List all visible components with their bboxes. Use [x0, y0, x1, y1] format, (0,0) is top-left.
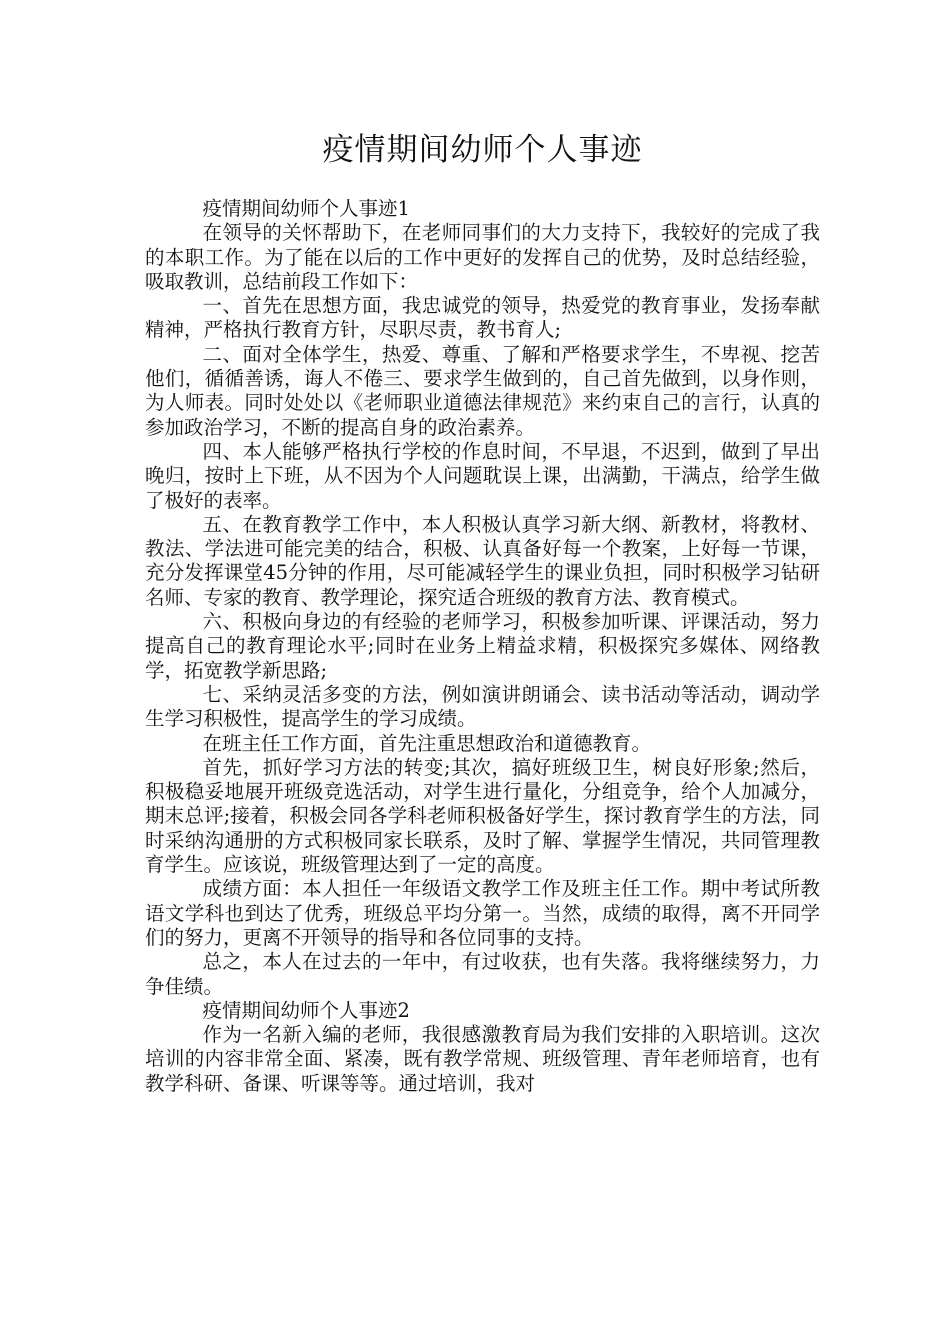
paragraph-point-1: 一、首先在思想方面，我忠诚党的领导，热爱党的教育事业，发扬奉献精神，严格执行教育方针，尽职尽责，教书育人;	[145, 294, 820, 342]
paragraph-point-7: 七、采纳灵活多变的方法，例如演讲朗诵会、读书活动等活动，调动学生学习积极性，提高学生的学习成绩。	[145, 682, 820, 731]
paragraph-training: 作为一名新入编的老师，我很感激教育局为我们安排的入职培训。这次培训的内容非常全面、紧凑，既有教学常规、班级管理、青年老师培育，也有教学科研、备课、听课等等。通过培训，我对	[145, 1023, 820, 1095]
document-body	[145, 197, 820, 1096]
paragraph-point-4: 四、本人能够严格执行学校的作息时间，不早退，不迟到，做到了早出晚归，按时上下班，从不因为个人问题耽误上课，出满勤，干满点，给学生做了极好的表率。	[145, 439, 820, 512]
paragraph-point-6: 六、积极向身边的有经验的老师学习，积极参加听课、评课活动，努力提高自己的教育理论水平;同时在业务上精益求精，积极探究多媒体、网络教学，拓宽教学新思路;	[145, 610, 820, 682]
paragraph-point-5: 五、在教育教学工作中，本人积极认真学习新大纲、新教材，将教材、教法、学法进可能完美的结合，积极、认真备好每一个教案，上好每一节课，充分发挥课堂45分钟的作用，尽可能减轻学生的课业负担，同时积极学习钻研名师、专家的教育、教学理论，探究适合班级的教育方法、教育模式。	[145, 512, 820, 609]
paragraph-summary: 总之，本人在过去的一年中，有过收获，也有失落。我将继续努力，力争佳绩。	[145, 950, 820, 998]
document-title: 疫情期间幼师个人事迹	[322, 132, 643, 168]
paragraph-point-2: 二、面对全体学生，热爱、尊重、了解和严格要求学生，不卑视、挖苦他们，循循善诱，诲人不倦三、要求学生做到的，自己首先做到，以身作则，为人师表。同时处处以《老师职业道德法律规范》来约束自己的言行，认真的参加政治学习，不断的提高自身的政治素养。	[145, 342, 820, 439]
paragraph-intro: 在领导的关怀帮助下，在老师同事们的大力支持下，我较好的完成了我的本职工作。为了能在以后的工作中更好的发挥自己的优势，及时总结经验，吸取教训，总结前段工作如下：	[145, 221, 820, 293]
document-page	[145, 0, 820, 1344]
section-heading-2: 疫情期间幼师个人事迹2	[202, 998, 410, 1022]
paragraph-achievements: 成绩方面：本人担任一年级语文教学工作及班主任工作。期中考试所教语文学科也到达了优秀，班级总平均分第一。当然，成绩的取得，离不开同学们的努力，更离不开领导的指导和各位同事的支持。	[145, 877, 820, 949]
paragraph-class-management: 首先，抓好学习方法的转变;其次，搞好班级卫生，树良好形象;然后，积极稳妥地展开班级竞选活动，对学生进行量化，分组竞争，给个人加减分，期末总评;接着，积极会同各学科老师积极备好学生，探讨教育学生的方法，同时采纳沟通册的方式积极同家长联系，及时了解、掌握学生情况，共同管理教育学生。应该说，班级管理达到了一定的高度。	[145, 755, 820, 877]
paragraph-class-teacher: 在班主任工作方面，首先注重思想政治和道德教育。	[202, 731, 652, 755]
section-heading-1: 疫情期间幼师个人事迹1	[202, 197, 410, 220]
